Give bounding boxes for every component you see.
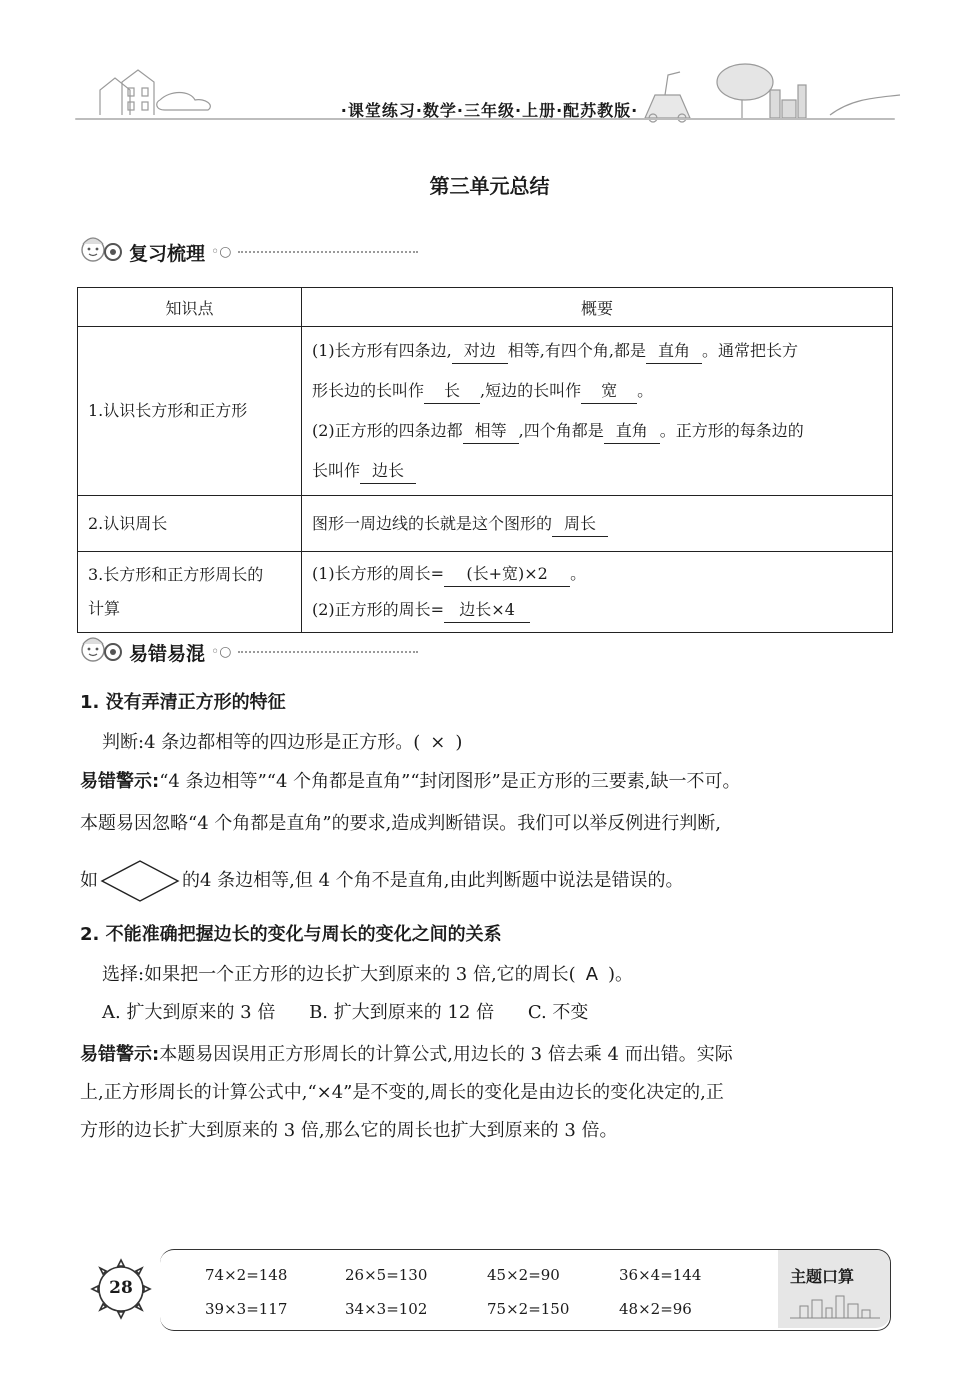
summary-line <box>312 592 884 628</box>
table-row <box>78 327 893 496</box>
text: 。 <box>637 381 654 400</box>
question-1-title: 1. 没有弄清正方形的特征 <box>80 692 286 713</box>
warning-label: 易错警示: <box>80 771 160 792</box>
answer-blank: 周长 <box>552 512 608 537</box>
option-c: C. 不变 <box>527 1002 589 1023</box>
question-2-options <box>102 998 588 1024</box>
mascot-icon <box>75 632 123 672</box>
text: 。 <box>570 564 587 583</box>
warning-line <box>80 859 895 903</box>
calc-item: 75×2=150 <box>487 1300 570 1318</box>
unit-title: 第三单元总结 <box>429 174 550 198</box>
table-row <box>78 496 893 552</box>
text: ,四个角都是 <box>518 421 604 440</box>
summary-line <box>312 411 884 451</box>
table-row <box>78 552 893 633</box>
summary-line <box>312 451 884 491</box>
topic-label: 主题口算 <box>790 1267 855 1286</box>
summary-cell <box>302 496 893 552</box>
text: 的4 条边相等,但 4 个角不是直角,由此判断题中说法是错误的。 <box>182 870 684 891</box>
text: 。正方形的每条边的 <box>659 421 804 440</box>
answer-blank: 直角 <box>604 419 660 444</box>
calc-item: 74×2=148 <box>205 1266 288 1284</box>
question-1-warning <box>80 763 895 903</box>
text: 形长边的长叫作 <box>312 381 425 400</box>
text: 3.长方形和正方形周长的 <box>88 565 264 584</box>
chain-icon: ◦○ <box>211 644 232 660</box>
column-header: 知识点 <box>78 288 302 327</box>
text: (1)长方形的周长= <box>312 564 445 583</box>
summary-cell <box>302 552 893 633</box>
section-divider <box>238 251 418 253</box>
summary-cell <box>302 327 893 496</box>
warning-line: 方形的边长扩大到原来的 3 倍,那么它的周长也扩大到原来的 3 倍。 <box>80 1120 618 1141</box>
knowledge-point <box>78 552 302 633</box>
answer-blank: 相等 <box>463 419 519 444</box>
text: 选择:如果把一个正方形的边长扩大到原来的 3 倍,它的周长( <box>102 964 576 985</box>
series-title: ·课堂练习·数学·三年级·上册·配苏教版· <box>340 101 639 120</box>
text: (2)正方形的周长= <box>312 600 445 619</box>
text: ,短边的长叫作 <box>480 381 582 400</box>
option-a: A. 扩大到原来的 3 倍 <box>102 1002 276 1023</box>
knowledge-point: 2.认识周长 <box>78 496 302 552</box>
warning-label: 易错警示: <box>80 1044 160 1065</box>
mascot-icon <box>75 232 123 272</box>
question-2-warning <box>80 1036 895 1150</box>
warning-line: 上,正方形周长的计算公式中,“×4”是不变的,周长的变化是由边长的变化决定的,正 <box>80 1082 724 1103</box>
text: 本题易因误用正方形周长的计算公式,用边长的 3 倍去乘 4 而出错。实际 <box>159 1044 733 1065</box>
summary-line <box>312 331 884 371</box>
calc-item: 34×3=102 <box>345 1300 428 1318</box>
section-divider <box>238 651 418 653</box>
text: 相等,有四个角,都是 <box>507 341 646 360</box>
answer-mark: × <box>430 732 446 753</box>
review-section-header <box>75 232 418 272</box>
calc-item: 36×4=144 <box>619 1266 702 1284</box>
question-1-prompt <box>102 728 462 754</box>
chain-icon: ◦○ <box>211 244 232 260</box>
warning-line <box>80 1036 895 1074</box>
summary-line <box>312 556 884 592</box>
warning-line: 本题易因忽略“4 个角都是直角”的要求,造成判断错误。我们可以举反例进行判断, <box>80 813 722 834</box>
answer-blank: 长 <box>424 379 480 404</box>
text: 长叫作 <box>312 461 361 480</box>
text: 判断:4 条边都相等的四边形是正方形。( <box>102 732 421 753</box>
text: 如 <box>80 870 98 891</box>
rhombus-diagram <box>100 859 180 903</box>
answer-blank: (长+宽)×2 <box>444 562 570 587</box>
answer-blank: 边长×4 <box>444 598 530 623</box>
text: )。 <box>608 964 634 985</box>
text: 图形一周边线的长就是这个图形的 <box>312 513 553 533</box>
answer-blank: 直角 <box>646 339 702 364</box>
text: ) <box>455 732 463 753</box>
text: (1)长方形有四条边, <box>312 341 452 360</box>
page-number: 28 <box>109 1278 133 1298</box>
calc-item: 48×2=96 <box>619 1300 692 1318</box>
summary-line <box>312 371 884 411</box>
question-2-title: 2. 不能准确把握边长的变化与周长的变化之间的关系 <box>80 924 502 945</box>
answer-blank: 对边 <box>452 339 508 364</box>
calc-item: 45×2=90 <box>487 1266 560 1284</box>
review-section-label: 复习梳理 <box>129 242 206 265</box>
calc-item: 39×3=117 <box>205 1300 288 1318</box>
mistakes-section-label: 易错易混 <box>129 642 206 665</box>
question-2-prompt <box>102 960 633 986</box>
text: 。通常把长方 <box>701 341 798 360</box>
answer-mark: A <box>585 964 599 985</box>
review-table <box>77 287 893 633</box>
calc-item: 26×5=130 <box>345 1266 428 1284</box>
skyline-icon <box>790 1290 880 1320</box>
answer-blank: 宽 <box>581 379 637 404</box>
text: 计算 <box>88 599 121 618</box>
text: (2)正方形的四条边都 <box>312 421 463 440</box>
text: “4 条边相等”“4 个角都是直角”“封闭图形”是正方形的三要素,缺一不可。 <box>159 771 741 792</box>
mistakes-section-header <box>75 632 418 672</box>
answer-blank: 边长 <box>360 459 416 484</box>
option-b: B. 扩大到原来的 12 倍 <box>309 1002 495 1023</box>
knowledge-point: 1.认识长方形和正方形 <box>78 327 302 496</box>
column-header: 概要 <box>302 288 893 327</box>
table-header-row <box>78 288 893 327</box>
warning-line <box>80 763 895 801</box>
